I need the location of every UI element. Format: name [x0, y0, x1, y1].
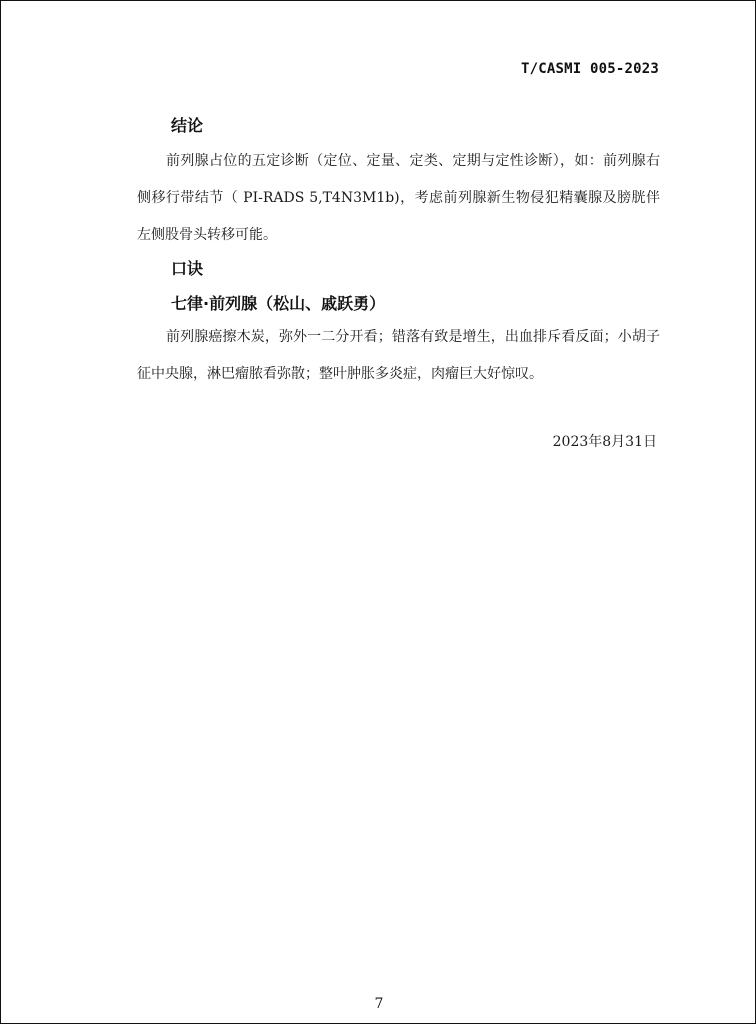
poem-paragraph: 前列腺癌擦木炭，弥外一二分开看；错落有致是增生，出血排斥看反面；小胡子征中央腺，淋巴瘤脓看弥散；整叶肿胀多炎症，肉瘤巨大好惊叹。: [137, 329, 660, 382]
conclusion-paragraph: 前列腺占位的五定诊断（定位、定量、定类、定期与定性诊断），如：前列腺右侧移行带结节（ PI-RADS 5,T4N3M1b)，考虑前列腺新生物侵犯精囊腺及膀胱伴左侧股骨头转移可能。: [137, 153, 660, 243]
conclusion-heading: 结论: [171, 116, 204, 135]
page-number: 7: [374, 996, 384, 1012]
mnemonic-heading: 口诀: [171, 259, 204, 278]
poem-title: 七律·前列腺（松山、戚跃勇）: [171, 294, 386, 313]
document-date: 2023年8月31日: [552, 434, 657, 450]
standard-code: T/CASMI 005-2023: [520, 61, 659, 77]
